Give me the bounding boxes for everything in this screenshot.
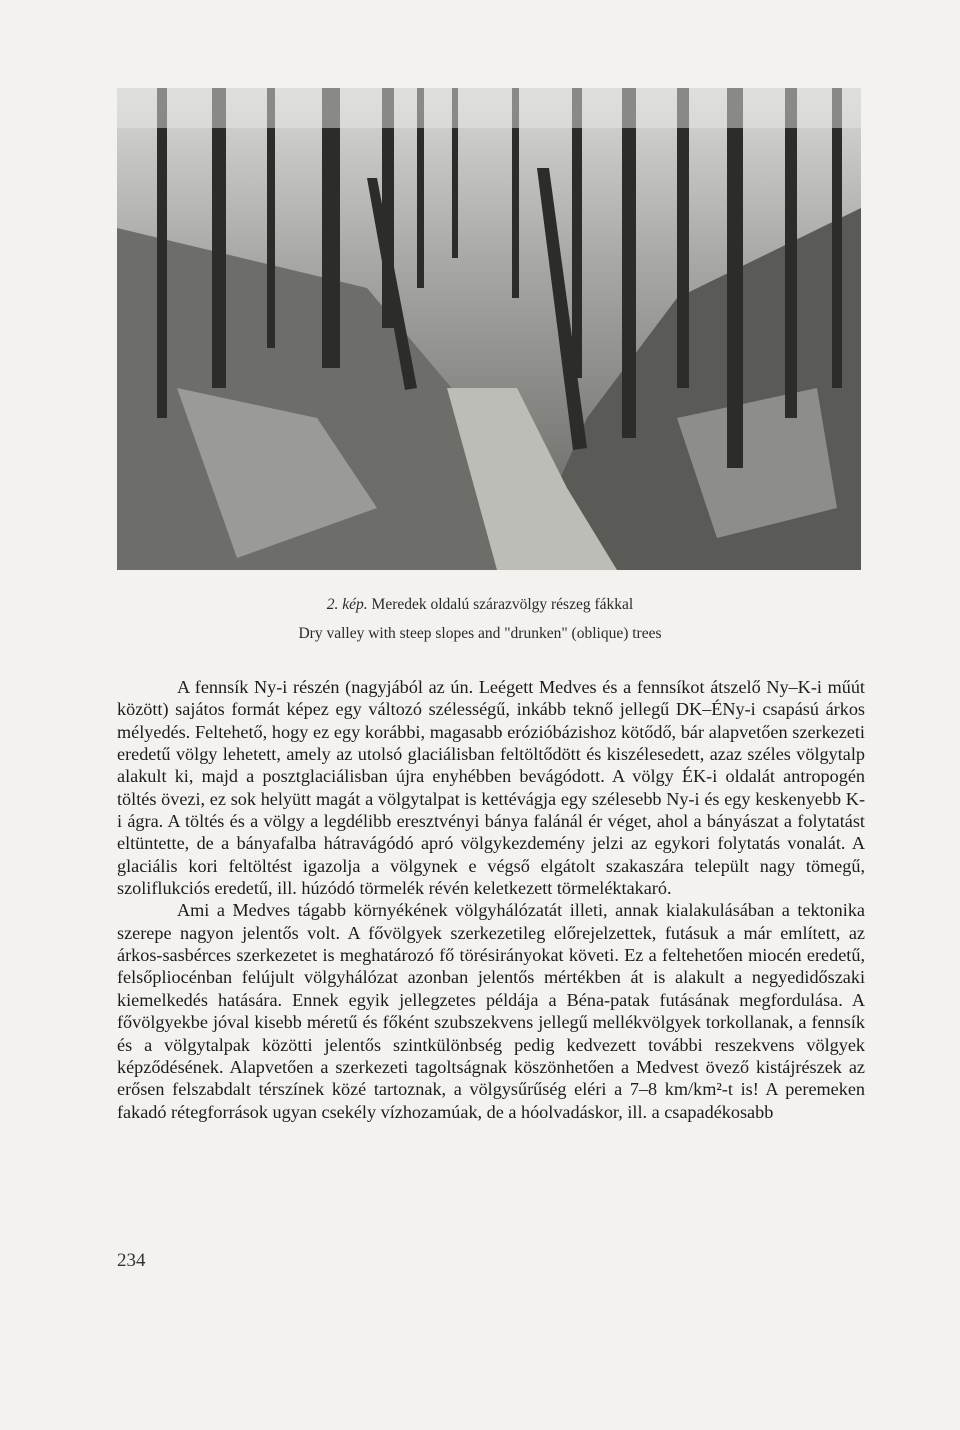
paragraph-1: A fennsík Ny-i részén (nagyjából az ún. Leégett Medves és a fennsíkot átszelő Ny–K-i műút között) sajátos formát képez egy változó szélességű, inkább teknő jellegű DK–ÉNy-i csapású árkos mélyedés. Feltehető, hogy ez egy korábbi, magasabb erózióbázishoz kötődő, bár alapvetően szerkezeti eredetű völgy lehetett, amely az utolsó glaciálisban feltöltődött és kiszélesedett, azaz széles völgytalp alakult ki, majd a posztglaciálisban újra enyhébben bevágódott. A völgy ÉK-i oldalát antropogén töltés övezi, ez sok helyütt magát a völgytalpat is kettévágja egy szélesebb Ny-i és egy keskenyebb K-i ágra. A töltés és a völgy a legdélibb eresztvényi bánya falánál ér véget, ahol a bányászat a folytatást eltüntette, de a bányafalba hátravágódó apró völgykezdemény jelzi az egykori folytatás vonalát. A glaciális kori feltöltést igazolja a völgynek e végső elgátolt szakaszára települt nagy tömegű, szoliflukciós eredetű, ill. húzódó törmelék révén keletkezett törmeléktakaró. — [117, 677, 865, 899]
figure-caption-hungarian — [0, 596, 960, 614]
body-text — [117, 676, 865, 1123]
figure-label: 2. kép. — [326, 596, 368, 613]
forest-valley-image — [117, 88, 861, 570]
figure-caption-hu-text: Meredek oldalú szárazvölgy részeg fákkal — [371, 596, 634, 613]
figure-caption-english: Dry valley with steep slopes and "drunken" (oblique) trees — [298, 625, 662, 642]
paragraph-2: Ami a Medves tágabb környékének völgyhálózatát illeti, annak kialakulásában a tektonika szerepe nagyon jelentős volt. A fővölgyek szerkezetileg előrejelzettek, futásuk a már említett, az árkos-sasbérces szerkezetet is meghatározó fő törésirányokat követi. Ez a feltehetően miocén eredetű, felsőpliocénban felújult völgyhálózat azonban jelentős mértékben át is alakult a negyedidőszaki kiemelkedés hatására. Ennek egyik jellegzetes példája a Béna-patak futásának megfordulása. A fővölgyekbe jóval kisebb méretű és főként szubszekvens jellegű mellékvölgyek torkollanak, a fennsík és a völgytalpak közötti jelentős szintkülönbség pedig kedvezett további reszekvens völgyek képződésének. Alapvetően a szerkezeti tagoltságnak köszönhetően a Medvest övező kistájrészek az erősen felszabdalt térszínek közé tartoznak, a völgysűrűség eléri a 7–8 km/km²-t is! A peremeken fakadó rétegforrások ugyan csekély vízhozamúak, de a hóolvadáskor, ill. a csapadékosabb — [117, 900, 865, 1122]
page-number: 234 — [117, 1250, 146, 1271]
valley-photo — [117, 88, 861, 570]
